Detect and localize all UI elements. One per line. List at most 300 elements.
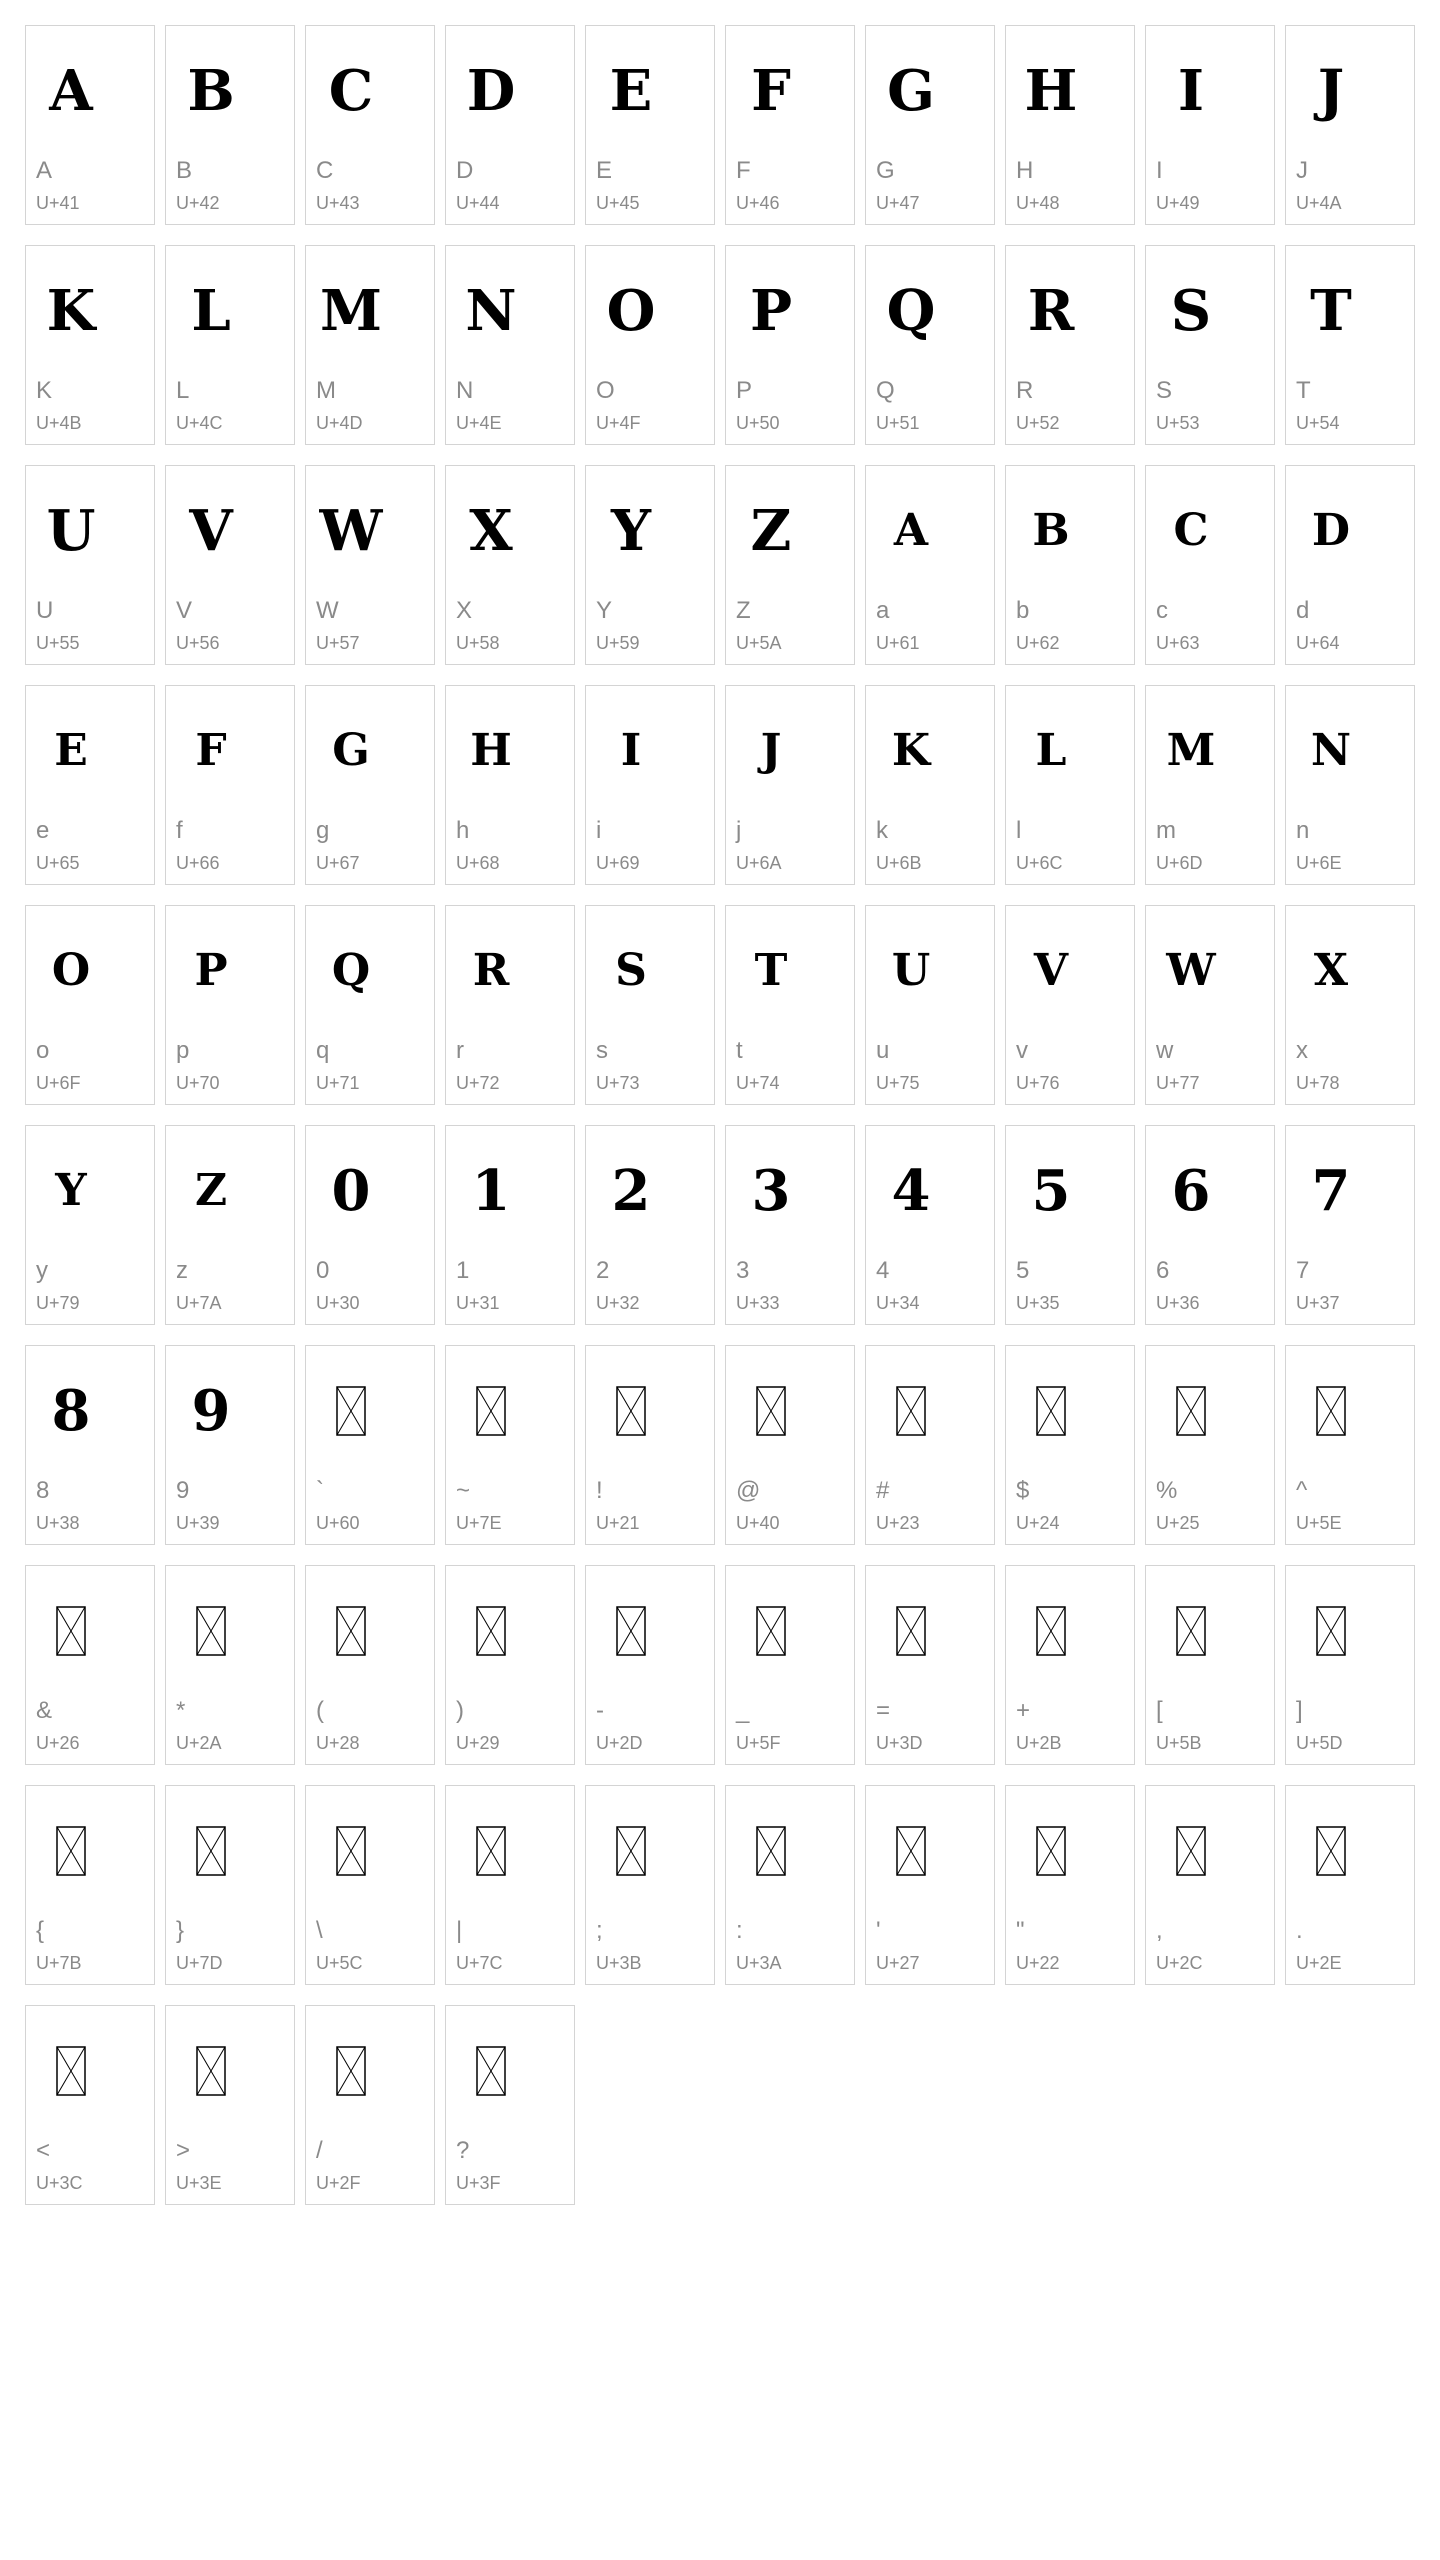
notdef-box-icon [1176, 1826, 1206, 1876]
notdef-box-icon [756, 1386, 786, 1436]
character-label: N [456, 377, 474, 404]
glyph-sample: M [320, 278, 382, 344]
glyph-cell [585, 25, 715, 225]
character-label: X [456, 597, 473, 624]
glyph-sample: T [1310, 278, 1352, 344]
glyph-sample: G [887, 58, 935, 124]
codepoint-label: U+55 [36, 633, 80, 653]
glyph-sample: Z [750, 498, 792, 564]
notdef-box-icon [1316, 1606, 1346, 1656]
glyph-preview [166, 706, 256, 796]
notdef-box-icon [336, 1606, 366, 1656]
character-label: ~ [456, 1477, 471, 1504]
character-label: 2 [596, 1257, 610, 1284]
glyph-preview [1006, 1146, 1096, 1236]
glyph-cell [725, 25, 855, 225]
codepoint-label: U+5D [1296, 1733, 1343, 1753]
codepoint-label: U+7B [36, 1953, 82, 1973]
notdef-box-icon [616, 1606, 646, 1656]
codepoint-label: U+47 [876, 193, 920, 213]
glyph-cell [865, 1125, 995, 1325]
character-label: 5 [1016, 1257, 1030, 1284]
glyph-preview [586, 1586, 676, 1676]
codepoint-label: U+5B [1156, 1733, 1202, 1753]
character-label: ] [1296, 1697, 1303, 1724]
glyph-preview [726, 1806, 816, 1896]
glyph-preview [726, 266, 816, 356]
glyph-cell [165, 685, 295, 885]
character-label: ( [316, 1697, 324, 1724]
character-label: = [876, 1697, 891, 1724]
glyph-preview [1146, 46, 1236, 136]
character-label: m [1156, 817, 1176, 844]
character-label: 6 [1156, 1257, 1170, 1284]
glyph-sample: W [1166, 945, 1216, 996]
glyph-sample: F [751, 58, 791, 124]
glyph-cell [585, 1785, 715, 1985]
character-label: z [176, 1257, 188, 1284]
glyph-cell [865, 905, 995, 1105]
character-label: & [36, 1697, 53, 1724]
codepoint-label: U+36 [1156, 1293, 1200, 1313]
glyph-preview [166, 486, 256, 576]
glyph-preview [306, 1806, 396, 1896]
codepoint-label: U+4C [176, 413, 223, 433]
glyph-cell [1285, 465, 1415, 665]
glyph-sample: H [470, 725, 512, 776]
glyph-cell [865, 465, 995, 665]
glyph-sample: A [49, 58, 93, 124]
codepoint-label: U+49 [1156, 193, 1200, 213]
codepoint-label: U+29 [456, 1733, 500, 1753]
character-label: ' [876, 1917, 881, 1944]
glyph-cell [725, 1565, 855, 1765]
codepoint-label: U+67 [316, 853, 360, 873]
codepoint-label: U+7E [456, 1513, 502, 1533]
glyph-preview [1146, 1146, 1236, 1236]
glyph-cell [725, 465, 855, 665]
glyph-preview [166, 266, 256, 356]
glyph-sample: I [620, 725, 642, 776]
notdef-box-icon [1176, 1386, 1206, 1436]
character-label: 1 [456, 1257, 470, 1284]
codepoint-label: U+74 [736, 1073, 780, 1093]
glyph-cell [165, 1785, 295, 1985]
glyph-cell [165, 905, 295, 1105]
glyph-cell [445, 685, 575, 885]
glyph-cell [1005, 245, 1135, 445]
character-label: C [316, 157, 334, 184]
notdef-box-icon [196, 1606, 226, 1656]
glyph-preview [26, 706, 116, 796]
codepoint-label: U+64 [1296, 633, 1340, 653]
glyph-cell [305, 25, 435, 225]
codepoint-label: U+24 [1016, 1513, 1060, 1533]
glyph-preview [26, 1806, 116, 1896]
character-label: * [176, 1697, 186, 1724]
glyph-cell [725, 1345, 855, 1545]
glyph-sample: Q [886, 278, 936, 344]
glyph-preview [1146, 1806, 1236, 1896]
glyph-sample: N [1310, 725, 1352, 776]
glyph-preview [1006, 1366, 1096, 1456]
codepoint-label: U+73 [596, 1073, 640, 1093]
glyph-cell [25, 465, 155, 665]
glyph-preview [586, 486, 676, 576]
glyph-preview [1006, 46, 1096, 136]
glyph-preview [866, 1586, 956, 1676]
codepoint-label: U+46 [736, 193, 780, 213]
codepoint-label: U+6A [736, 853, 782, 873]
glyph-sample: A [893, 505, 929, 556]
codepoint-label: U+31 [456, 1293, 500, 1313]
glyph-preview [726, 46, 816, 136]
character-label: G [876, 157, 895, 184]
glyph-preview [726, 1146, 816, 1236]
glyph-preview [306, 706, 396, 796]
codepoint-label: U+3F [456, 2173, 501, 2193]
glyph-cell [1005, 465, 1135, 665]
glyph-sample: O [606, 278, 656, 344]
character-label: w [1156, 1037, 1174, 1064]
glyph-preview [26, 486, 116, 576]
codepoint-label: U+38 [36, 1513, 80, 1533]
glyph-preview [1286, 1586, 1376, 1676]
glyph-cell [305, 1785, 435, 1985]
glyph-sample: M [1166, 725, 1216, 776]
notdef-box-icon [476, 1606, 506, 1656]
glyph-sample: J [760, 725, 782, 776]
glyph-cell [1005, 905, 1135, 1105]
character-label: : [736, 1917, 743, 1944]
character-label: " [1016, 1917, 1025, 1944]
codepoint-label: U+27 [876, 1953, 920, 1973]
glyph-cell [725, 905, 855, 1105]
character-label: K [36, 377, 53, 404]
character-label: t [736, 1037, 743, 1064]
glyph-sample: N [465, 278, 517, 344]
codepoint-label: U+40 [736, 1513, 780, 1533]
codepoint-label: U+42 [176, 193, 220, 213]
character-label: B [176, 157, 193, 184]
codepoint-label: U+34 [876, 1293, 920, 1313]
character-label: ) [456, 1697, 464, 1724]
character-label: D [456, 157, 474, 184]
character-label: / [316, 2137, 323, 2164]
glyph-cell [585, 245, 715, 445]
codepoint-label: U+58 [456, 633, 500, 653]
glyph-preview [1146, 486, 1236, 576]
glyph-preview [586, 1806, 676, 1896]
glyph-preview [446, 926, 536, 1016]
character-label: ? [456, 2137, 470, 2164]
character-label: W [316, 597, 339, 624]
character-label: q [316, 1037, 330, 1064]
character-label: b [1016, 597, 1030, 624]
glyph-preview [1286, 706, 1376, 796]
codepoint-label: U+39 [176, 1513, 220, 1533]
glyph-sample: E [609, 58, 653, 124]
glyph-cell [585, 1125, 715, 1325]
glyph-cell [445, 1565, 575, 1765]
codepoint-label: U+57 [316, 633, 360, 653]
codepoint-label: U+23 [876, 1513, 920, 1533]
glyph-preview [866, 1146, 956, 1236]
codepoint-label: U+7C [456, 1953, 503, 1973]
glyph-cell [25, 2005, 155, 2205]
glyph-sample: Z [194, 1165, 228, 1216]
glyph-sample: C [328, 58, 374, 124]
character-label: , [1156, 1917, 1163, 1944]
character-label: M [316, 377, 336, 404]
character-label: S [1156, 377, 1173, 404]
character-label: I [1156, 157, 1163, 184]
glyph-preview [306, 926, 396, 1016]
character-label: | [456, 1917, 463, 1944]
glyph-preview [1286, 1806, 1376, 1896]
glyph-preview [866, 1366, 956, 1456]
character-label: 9 [176, 1477, 190, 1504]
glyph-cell [585, 685, 715, 885]
codepoint-label: U+4A [1296, 193, 1342, 213]
glyph-preview [166, 46, 256, 136]
codepoint-label: U+21 [596, 1513, 640, 1533]
codepoint-label: U+78 [1296, 1073, 1340, 1093]
glyph-cell [725, 1125, 855, 1325]
glyph-sample: V [1033, 945, 1069, 996]
glyph-cell [1145, 685, 1275, 885]
glyph-preview [166, 1146, 256, 1236]
character-label: o [36, 1037, 50, 1064]
glyph-preview [306, 46, 396, 136]
codepoint-label: U+28 [316, 1733, 360, 1753]
glyph-cell [445, 465, 575, 665]
character-label: ^ [1296, 1477, 1308, 1504]
glyph-cell [865, 25, 995, 225]
character-label: l [1016, 817, 1022, 844]
codepoint-label: U+44 [456, 193, 500, 213]
glyph-cell [445, 1785, 575, 1985]
glyph-sample: 8 [51, 1378, 91, 1444]
glyph-cell [25, 685, 155, 885]
glyph-preview [1006, 1586, 1096, 1676]
glyph-sample: E [54, 725, 88, 776]
codepoint-label: U+61 [876, 633, 920, 653]
character-label: Y [596, 597, 613, 624]
character-label: ` [316, 1477, 324, 1504]
glyph-cell [1005, 1785, 1135, 1985]
glyph-sample: W [319, 498, 383, 564]
glyph-sample: U [891, 945, 931, 996]
character-label: u [876, 1037, 890, 1064]
character-label: i [596, 817, 602, 844]
character-label: k [876, 817, 888, 844]
character-label: c [1156, 597, 1168, 624]
glyph-preview [166, 1366, 256, 1456]
notdef-box-icon [476, 2046, 506, 2096]
codepoint-label: U+2B [1016, 1733, 1062, 1753]
glyph-cell [445, 1345, 575, 1545]
glyph-preview [1146, 926, 1236, 1016]
glyph-preview [1006, 926, 1096, 1016]
glyph-preview [306, 1146, 396, 1236]
character-label: g [316, 817, 330, 844]
glyph-sample: R [1027, 278, 1075, 344]
codepoint-label: U+3C [36, 2173, 83, 2193]
codepoint-label: U+50 [736, 413, 780, 433]
character-label: _ [736, 1697, 750, 1724]
codepoint-label: U+71 [316, 1073, 360, 1093]
codepoint-label: U+6E [1296, 853, 1342, 873]
codepoint-label: U+33 [736, 1293, 780, 1313]
glyph-cell [25, 1785, 155, 1985]
glyph-preview [26, 2026, 116, 2116]
codepoint-label: U+66 [176, 853, 220, 873]
glyph-preview [26, 926, 116, 1016]
glyph-preview [586, 1366, 676, 1456]
glyph-cell [1145, 1785, 1275, 1985]
notdef-box-icon [476, 1826, 506, 1876]
glyph-preview [1006, 1806, 1096, 1896]
character-label: 7 [1296, 1257, 1310, 1284]
glyph-sample: Y [611, 498, 651, 564]
character-label: } [176, 1917, 185, 1944]
character-label: e [36, 817, 50, 844]
glyph-sample: 0 [331, 1158, 371, 1224]
glyph-cell [305, 1345, 435, 1545]
glyph-preview [446, 1366, 536, 1456]
notdef-box-icon [1036, 1606, 1066, 1656]
codepoint-label: U+4B [36, 413, 82, 433]
notdef-box-icon [1316, 1826, 1346, 1876]
character-label: > [176, 2137, 191, 2164]
glyph-preview [166, 926, 256, 1016]
glyph-sample: 2 [611, 1158, 651, 1224]
character-label: 3 [736, 1257, 750, 1284]
codepoint-label: U+65 [36, 853, 80, 873]
glyph-cell [725, 685, 855, 885]
glyph-cell [1145, 1345, 1275, 1545]
codepoint-label: U+37 [1296, 1293, 1340, 1313]
glyph-preview [726, 926, 816, 1016]
character-label: E [596, 157, 613, 184]
character-label: H [1016, 157, 1034, 184]
notdef-box-icon [1316, 1386, 1346, 1436]
glyph-preview [1286, 1146, 1376, 1236]
character-label: d [1296, 597, 1310, 624]
glyph-preview [166, 1586, 256, 1676]
glyph-preview [586, 1146, 676, 1236]
glyph-sample: V [189, 498, 233, 564]
glyph-cell [865, 245, 995, 445]
codepoint-label: U+32 [596, 1293, 640, 1313]
codepoint-label: U+41 [36, 193, 80, 213]
character-label: + [1016, 1697, 1031, 1724]
glyph-cell [445, 1125, 575, 1325]
glyph-cell [305, 465, 435, 665]
notdef-box-icon [196, 2046, 226, 2096]
codepoint-label: U+2D [596, 1733, 643, 1753]
glyph-preview [446, 2026, 536, 2116]
glyph-preview [726, 1586, 816, 1676]
glyph-preview [446, 1806, 536, 1896]
character-label: $ [1016, 1477, 1030, 1504]
glyph-sample: I [1177, 58, 1205, 124]
glyph-preview [1146, 1586, 1236, 1676]
glyph-sample: 4 [891, 1158, 931, 1224]
codepoint-label: U+52 [1016, 413, 1060, 433]
character-label: - [596, 1697, 604, 1724]
notdef-box-icon [336, 1386, 366, 1436]
glyph-cell [1145, 905, 1275, 1105]
codepoint-label: U+5A [736, 633, 782, 653]
notdef-box-icon [196, 1826, 226, 1876]
codepoint-label: U+30 [316, 1293, 360, 1313]
codepoint-label: U+56 [176, 633, 220, 653]
character-label: # [876, 1477, 890, 1504]
glyph-sample: B [1032, 505, 1070, 556]
glyph-preview [726, 486, 816, 576]
character-label: 4 [876, 1257, 890, 1284]
glyph-preview [1146, 266, 1236, 356]
notdef-box-icon [896, 1386, 926, 1436]
glyph-preview [866, 46, 956, 136]
glyph-sample: D [466, 58, 516, 124]
codepoint-label: U+68 [456, 853, 500, 873]
glyph-preview [26, 1586, 116, 1676]
glyph-cell [25, 25, 155, 225]
glyph-cell [165, 465, 295, 665]
codepoint-label: U+75 [876, 1073, 920, 1093]
glyph-preview [26, 1146, 116, 1236]
codepoint-label: U+48 [1016, 193, 1060, 213]
glyph-preview [1006, 486, 1096, 576]
glyph-cell [865, 685, 995, 885]
character-label: y [36, 1257, 48, 1284]
glyph-cell [865, 1565, 995, 1765]
glyph-preview [1006, 266, 1096, 356]
notdef-box-icon [336, 1826, 366, 1876]
codepoint-label: U+43 [316, 193, 360, 213]
codepoint-label: U+72 [456, 1073, 500, 1093]
glyph-sample: F [195, 725, 227, 776]
notdef-box-icon [56, 2046, 86, 2096]
codepoint-label: U+6C [1016, 853, 1063, 873]
glyph-preview [586, 706, 676, 796]
notdef-box-icon [896, 1826, 926, 1876]
glyph-sample: 1 [471, 1158, 511, 1224]
codepoint-label: U+45 [596, 193, 640, 213]
glyph-sample: D [1311, 505, 1351, 556]
glyph-cell [1005, 25, 1135, 225]
glyph-cell [165, 1345, 295, 1545]
character-label: ! [596, 1477, 603, 1504]
codepoint-label: U+22 [1016, 1953, 1060, 1973]
glyph-cell [1005, 685, 1135, 885]
glyph-preview [306, 2026, 396, 2116]
glyph-preview [306, 266, 396, 356]
codepoint-label: U+53 [1156, 413, 1200, 433]
glyph-sample: K [46, 278, 96, 344]
glyph-sample: B [187, 58, 235, 124]
character-label: @ [736, 1477, 761, 1504]
glyph-preview [586, 46, 676, 136]
glyph-sample: L [1035, 725, 1067, 776]
glyph-cell [1005, 1345, 1135, 1545]
glyph-preview [866, 266, 956, 356]
glyph-cell [25, 905, 155, 1105]
glyph-sample: K [891, 725, 931, 776]
